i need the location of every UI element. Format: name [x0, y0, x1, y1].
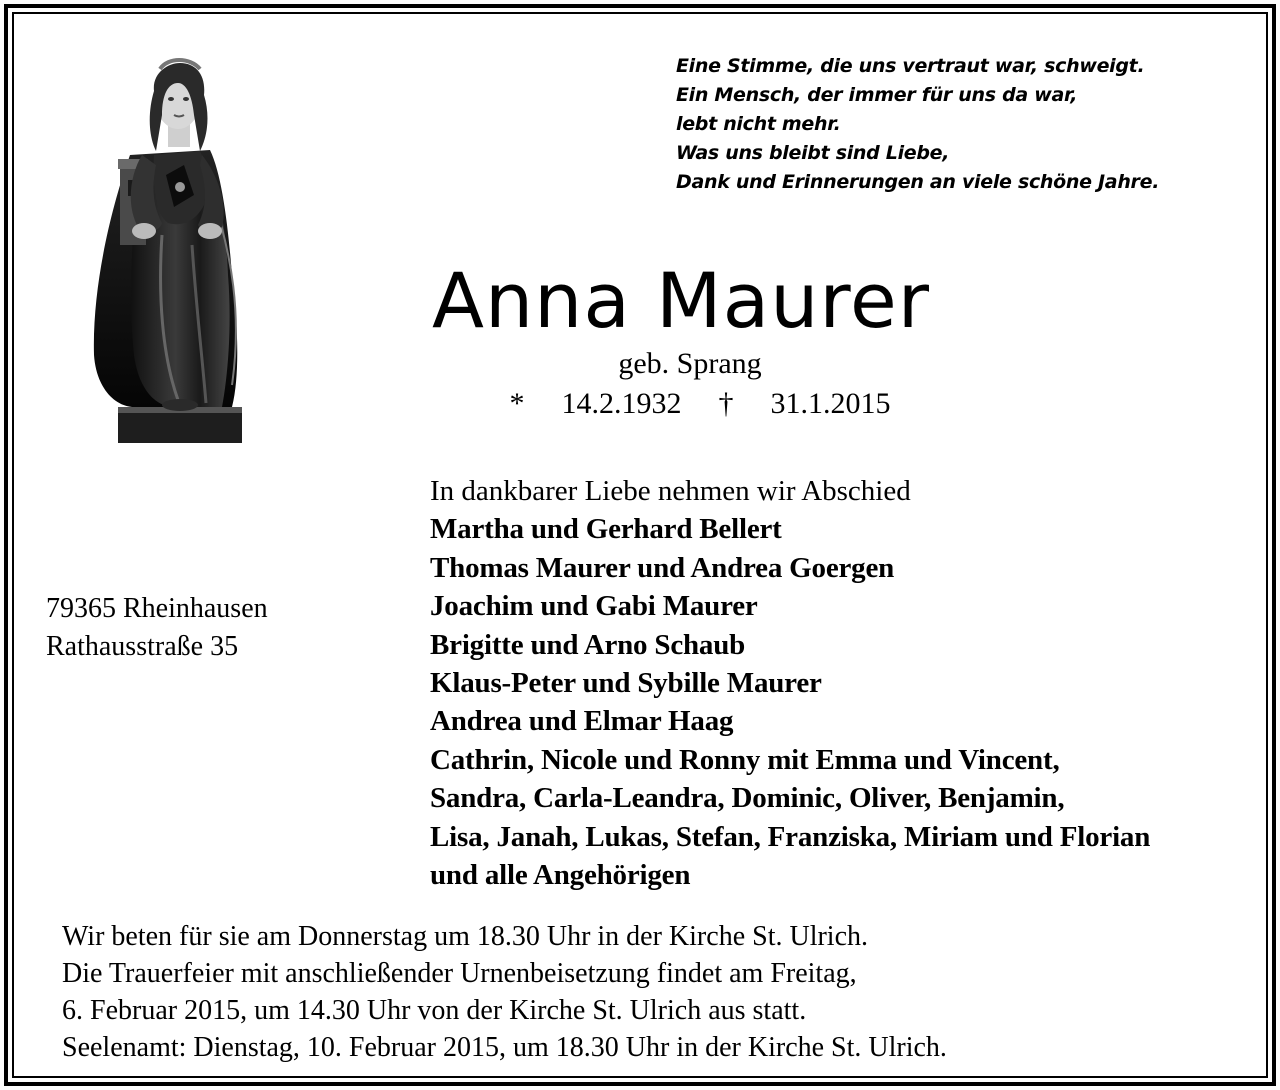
- saint-statue-icon: [82, 55, 252, 450]
- mourner-line: und alle Angehörigen: [430, 859, 691, 892]
- mourner-line: Brigitte und Arno Schaub: [430, 628, 746, 661]
- mourner-line: Martha und Gerhard Bellert: [430, 513, 782, 546]
- mourner-line: Klaus-Peter und Sybille Maurer: [430, 667, 822, 700]
- mourner-line: Joachim und Gabi Maurer: [430, 590, 758, 623]
- service-line: 6. Februar 2015, um 14.30 Uhr von der Kirche St. Ulrich aus statt.: [62, 995, 807, 1026]
- address-city: 79365 Rheinhausen: [46, 593, 268, 624]
- birth-symbol: *: [509, 387, 525, 420]
- address: [46, 590, 268, 666]
- mourners-list: [430, 472, 1260, 894]
- service-line: Die Trauerfeier mit anschließender Urnenbeisetzung findet am Freitag,: [62, 958, 857, 989]
- service-line: Wir beten für sie am Donnerstag um 18.30 Uhr in der Kirche St. Ulrich.: [62, 921, 868, 952]
- poem-line: Was uns bleibt sind Liebe,: [676, 142, 950, 164]
- mourner-line: Thomas Maurer und Andrea Goergen: [430, 551, 895, 584]
- death-symbol: †: [718, 387, 734, 420]
- address-street: Rathausstraße 35: [46, 631, 239, 662]
- death-date: 31.1.2015: [770, 387, 891, 420]
- farewell-intro: In dankbarer Liebe nehmen wir Abschied: [430, 475, 911, 507]
- birth-date: 14.2.1932: [561, 387, 682, 420]
- life-dates: [480, 386, 920, 422]
- maiden-name: geb. Sprang: [618, 347, 762, 380]
- mourner-line: Lisa, Janah, Lukas, Stefan, Franziska, Miriam und Florian: [430, 820, 1151, 853]
- service-notice: [62, 918, 1242, 1066]
- poem-line: Ein Mensch, der immer für uns da war,: [676, 84, 1078, 106]
- mourner-line: Cathrin, Nicole und Ronny mit Emma und Vincent,: [430, 743, 1060, 776]
- poem-line: lebt nicht mehr.: [676, 113, 841, 135]
- poem-line: Eine Stimme, die uns vertraut war, schweigt.: [676, 55, 1145, 77]
- mourner-line: Andrea und Elmar Haag: [430, 705, 734, 738]
- deceased-name: Anna Maurer: [432, 256, 930, 345]
- mourner-line: Sandra, Carla-Leandra, Dominic, Oliver, Benjamin,: [430, 782, 1065, 815]
- poem-line: Dank und Erinnerungen an viele schöne Jahre.: [676, 171, 1160, 193]
- poem: [676, 52, 1236, 197]
- service-line: Seelenamt: Dienstag, 10. Februar 2015, um 18.30 Uhr in der Kirche St. Ulrich.: [62, 1032, 947, 1063]
